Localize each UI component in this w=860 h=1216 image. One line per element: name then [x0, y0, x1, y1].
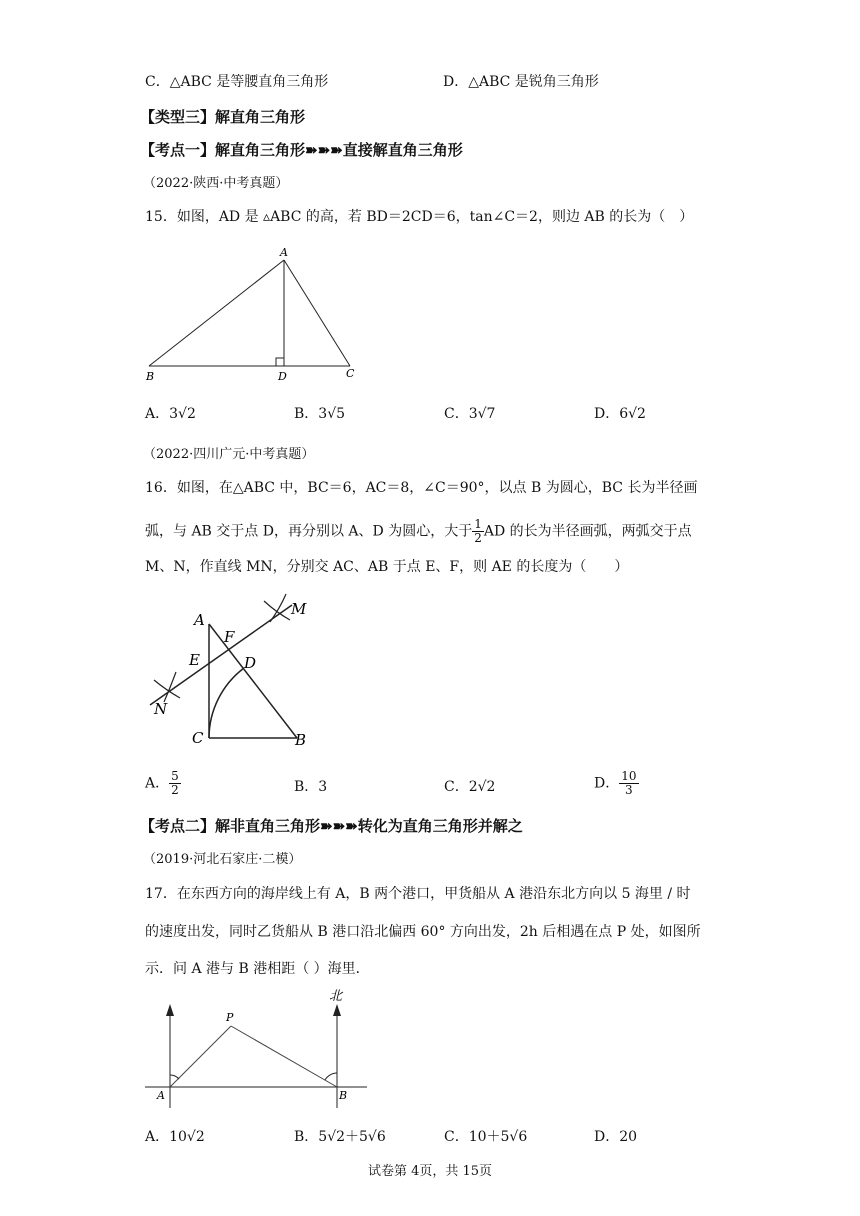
q17-option-a: A．10√2: [145, 1129, 205, 1145]
q17-label-north: 北: [329, 989, 343, 1004]
q16-label-c: C: [192, 729, 204, 747]
q14-option-c: C．△ABC 是等腰直角三角形: [145, 74, 329, 90]
q16-line2-post: AD 的长为半径画弧，两弧交于点: [483, 523, 692, 540]
q15-option-d: D．6√2: [594, 406, 646, 422]
q16-frac-den: 2: [474, 531, 482, 545]
q17-option-d: D．20: [594, 1129, 638, 1145]
q16-label-d: D: [244, 654, 257, 672]
q15-label-c: C: [346, 367, 355, 380]
type3-heading: 【类型三】解直角三角形: [140, 108, 306, 126]
q15-label-a: A: [280, 246, 288, 259]
q16-source: （2022·四川广元·中考真题）: [143, 447, 315, 462]
q16-label-n: N: [154, 700, 168, 718]
q16-option-c: C．2√2: [444, 779, 496, 795]
q17-line3: 示．问 A 港与 B 港相距（ ）海里．: [145, 961, 370, 977]
point1-heading: 【考点一】解直角三角形➽➽➽直接解直角三角形: [140, 141, 463, 159]
q15-label-d: D: [278, 370, 287, 383]
point2-heading: 【考点二】解非直角三角形➽➽➽转化为直角三角形并解之: [140, 817, 523, 835]
q16-option-d-num: 10: [621, 769, 637, 783]
page-footer: 试卷第 4页，共 15页: [367, 1164, 493, 1179]
q16-label-e: E: [189, 651, 200, 669]
q15-option-b: B．3√5: [294, 406, 346, 422]
q16-option-b: B．3: [294, 779, 328, 795]
q16-option-a-num: 5: [171, 769, 179, 783]
q16-line2-pre: 弧，与 AB 交于点 D，再分别以 A、D 为圆心，大于: [145, 523, 473, 540]
q16-option-a-label: A．: [145, 775, 170, 792]
q16-line1: 16．如图，在△ABC 中，BC＝6，AC＝8，∠C＝90°，以点 B 为圆心，BC 长为半径画: [145, 480, 698, 496]
q17-line2: 的速度出发，同时乙货船从 B 港口沿北偏西 60° 方向出发，2h 后相遇在点 P 处，如图所: [145, 924, 701, 940]
q14-option-d: D．△ABC 是锐角三角形: [443, 74, 599, 90]
q16-frac-num: 1: [474, 517, 482, 531]
q16-option-d-label: D．: [594, 775, 620, 792]
q16-option-a-den: 2: [171, 783, 179, 797]
q16-label-f: F: [224, 628, 235, 646]
q16-option-d-den: 3: [625, 783, 633, 797]
q17-label-b: B: [339, 1089, 348, 1102]
q16-line3: M、N，作直线 MN，分别交 AC、AB 于点 E、F，则 AE 的长度为（ ）: [145, 559, 629, 575]
q16-label-a: A: [194, 611, 205, 629]
q17-line1: 17．在东西方向的海岸线上有 A，B 两个港口，甲货船从 A 港沿东北方向以 5 海里 / 时: [145, 886, 691, 902]
q15-stem: 15．如图，AD 是 ▵ABC 的高，若 BD＝2CD＝6，tan∠C＝2，则边 AB 的长为（ ）: [145, 209, 694, 225]
q15-label-b: B: [146, 370, 155, 383]
q17-option-c: C．10＋5√6: [444, 1129, 528, 1145]
q15-source: （2022·陕西·中考真题）: [143, 176, 289, 191]
q15-option-a: A．3√2: [145, 406, 196, 422]
q15-option-c: C．3√7: [444, 406, 496, 422]
q17-option-b: B．5√2＋5√6: [294, 1129, 386, 1145]
q16-label-b: B: [295, 731, 307, 749]
q17-source: （2019·河北石家庄·二模）: [143, 852, 302, 867]
q17-label-a: A: [157, 1089, 165, 1102]
q17-label-p: P: [226, 1011, 234, 1024]
q16-label-m: M: [291, 600, 307, 618]
